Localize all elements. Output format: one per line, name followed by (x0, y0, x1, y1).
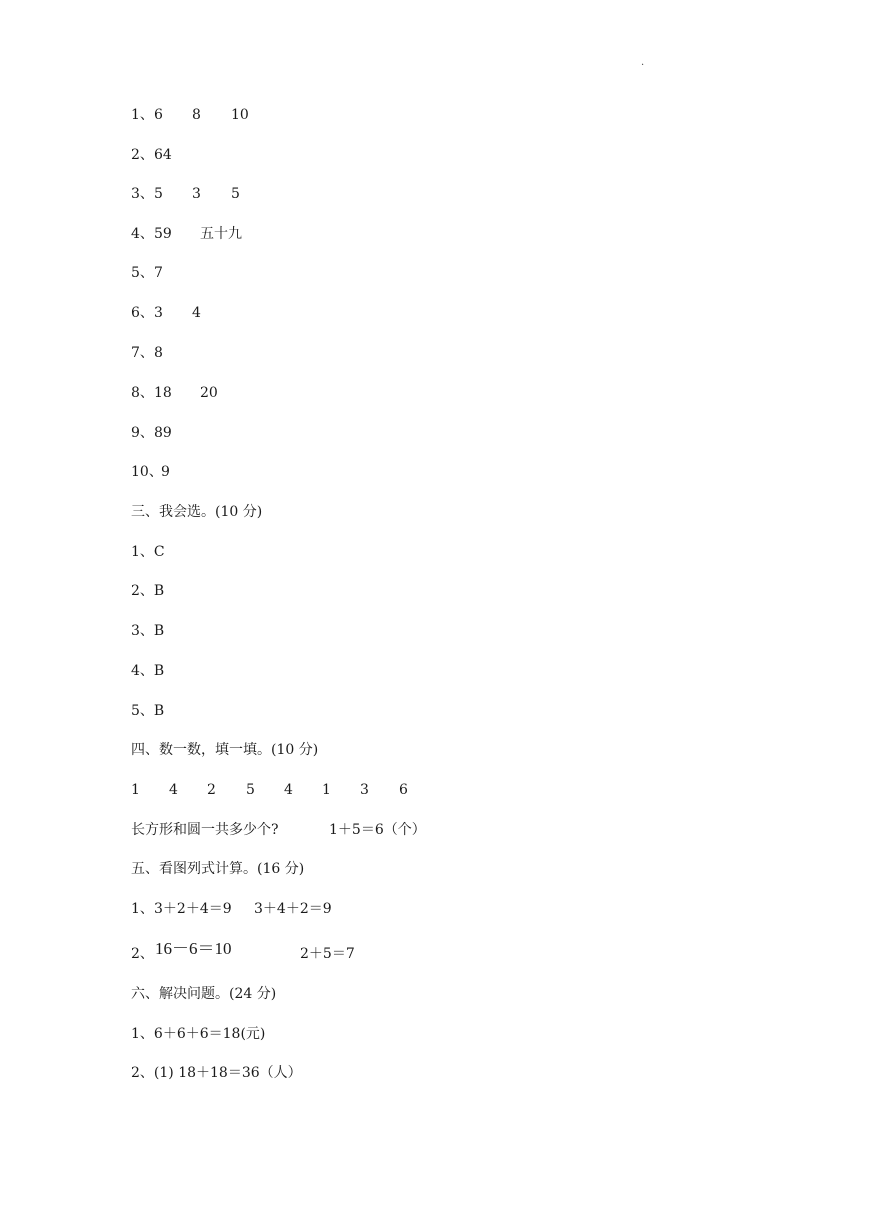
calc-number: 2、 (131, 946, 154, 962)
choice-answer-1: 1、C (131, 544, 165, 560)
answer-value: 4 (192, 305, 201, 321)
answer-value: 8 (154, 345, 163, 361)
count-value: 2 (207, 782, 216, 798)
answer-number: 8、 (131, 385, 154, 401)
answer-number: 5、 (131, 265, 154, 281)
section-heading-3: 三、我会选。(10 分) (131, 504, 263, 520)
problem-answer-1: 1、6＋6＋6＝18(元) (131, 1026, 266, 1042)
answer-value: 五十九 (200, 226, 242, 242)
answer-value: 6 (154, 107, 163, 123)
section-heading-5: 五、看图列式计算。(16 分) (131, 861, 305, 877)
answer-value: 9 (161, 464, 170, 480)
answer-number: 10、 (131, 464, 163, 480)
answer-value: 10 (231, 107, 249, 123)
calc-number: 1、 (131, 901, 154, 917)
answer-number: 9、 (131, 425, 154, 441)
answer-value: 59 (154, 226, 172, 242)
answer-value: 3 (192, 186, 201, 202)
answer-number: 7、 (131, 345, 154, 361)
choice-answer-4: 4、B (131, 663, 165, 679)
calc-equation: 3＋2＋4＝9 (154, 901, 232, 917)
answer-number: 2、 (131, 147, 154, 163)
count-value: 6 (399, 782, 408, 798)
choice-answer-3: 3、B (131, 623, 165, 639)
choice-answer-2: 2、B (131, 583, 165, 599)
answer-number: 6、 (131, 305, 154, 321)
answer-value: 20 (200, 385, 218, 401)
choice-answer-5: 5、B (131, 703, 165, 719)
problem-answer-2: 2、(1) 18＋18＝36（人） (131, 1065, 302, 1081)
count-value: 4 (169, 782, 178, 798)
section-heading-4: 四、数一数，填一填。(10 分) (131, 742, 319, 758)
answer-number: 4、 (131, 226, 154, 242)
count-question: 长方形和圆一共多少个? (131, 822, 279, 838)
answer-value: 5 (231, 186, 240, 202)
answer-number: 3、 (131, 186, 154, 202)
count-value: 5 (246, 782, 255, 798)
header-dot: . (641, 57, 645, 68)
answer-value: 89 (154, 425, 172, 441)
calc-equation: 2＋5＝7 (300, 946, 355, 962)
calc-equation: 3＋4＋2＝9 (254, 901, 332, 917)
answer-value: 7 (154, 265, 163, 281)
answer-value: 18 (154, 385, 172, 401)
answer-value: 5 (154, 186, 163, 202)
calc-equation-formula: 16－6＝10 (155, 939, 232, 958)
answer-value: 64 (154, 147, 172, 163)
count-value: 1 (131, 782, 140, 798)
answer-value: 8 (192, 107, 201, 123)
count-value: 1 (322, 782, 331, 798)
answer-number: 1、 (131, 107, 154, 123)
count-value: 3 (360, 782, 369, 798)
count-answer: 1＋5＝6（个） (329, 822, 426, 838)
count-value: 4 (284, 782, 293, 798)
answer-value: 3 (154, 305, 163, 321)
section-heading-6: 六、解决问题。(24 分) (131, 986, 277, 1002)
